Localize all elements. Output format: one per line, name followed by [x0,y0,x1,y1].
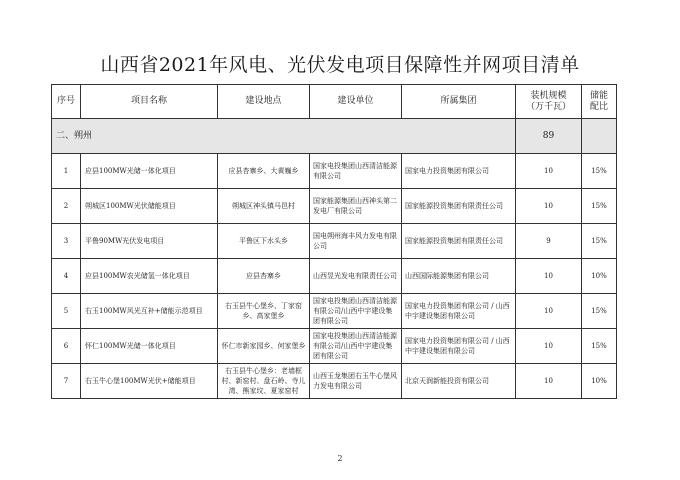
table-row [52,154,617,189]
cell-location: 应县杏寨乡 [218,259,310,294]
cell-unit: 山西昱光发电有限责任公司 [310,259,402,294]
cell-location: 右玉县牛心堡乡：老墙框村、新窑村、盘石岭、寺儿湾、熊家坟、夏家窑村 [218,364,310,399]
cell-unit: 国电朔州海丰风力发电有限公司 [310,224,402,259]
cell-location: 应县杏寨乡、大黄巍乡 [218,154,310,189]
group-storage [582,119,617,154]
cell-group: 山西国际能源集团有限公司 [402,259,516,294]
table-row [52,364,617,399]
col-header-group: 所属集团 [402,85,516,119]
cell-project-name: 怀仁100MW光储一体化项目 [81,329,218,364]
cell-no: 4 [52,259,81,294]
cell-group: 国家电力投资集团有限公司 / 山西中宇建设集团有限公司 [402,294,516,329]
cell-project-name: 朔城区100MW光伏储能项目 [81,189,218,224]
cell-project-name: 右玉牛心堡100MW光伏+储能项目 [81,364,218,399]
page-number: 2 [337,454,343,463]
cell-storage: 15% [582,294,617,329]
cell-location: 右玉县牛心堡乡、丁家窑乡、高家堡乡 [218,294,310,329]
cell-location: 朔城区神头镇马邑村 [218,189,310,224]
cell-capacity: 10 [516,329,582,364]
document-title: 山西省2021年风电、光伏发电项目保障性并网项目清单 [100,54,580,76]
cell-storage: 15% [582,329,617,364]
group-capacity: 89 [516,119,582,154]
cell-unit: 国家能源集团山西神头第二发电厂有限公司 [310,189,402,224]
table-row [52,294,617,329]
cell-storage: 10% [582,259,617,294]
cell-group: 国家电力投资集团有限公司 / 山西中宇建设集团有限公司 [402,329,516,364]
col-header-no: 序号 [52,85,81,119]
cell-unit: 山西玉龙集团右玉牛心堡风力发电有限公司 [310,364,402,399]
cell-capacity: 9 [516,224,582,259]
cell-project-name: 应县100MW光储一体化项目 [81,154,218,189]
cell-no: 3 [52,224,81,259]
cell-group: 北京天润新能投资有限公司 [402,364,516,399]
group-label: 二、朔州 [52,119,516,154]
group-row [52,119,617,154]
col-header-location: 建设地点 [218,85,310,119]
cell-capacity: 10 [516,259,582,294]
cell-no: 1 [52,154,81,189]
cell-unit: 国家电投集团山西清洁能源有限公司 [310,154,402,189]
cell-unit: 国家电投集团山西清洁能源有限公司/山西中宇建设集团有限公司 [310,329,402,364]
cell-capacity: 10 [516,154,582,189]
cell-unit: 国家电投集团山西清洁能源有限公司/山西中宇建设集团有限公司 [310,294,402,329]
cell-project-name: 右玉100MW风光互补+储能示范项目 [81,294,218,329]
cell-project-name: 应县100MW农光储氢一体化项目 [81,259,218,294]
cell-capacity: 10 [516,294,582,329]
cell-project-name: 平鲁90MW光伏发电项目 [81,224,218,259]
cell-no: 2 [52,189,81,224]
table-header-row [52,85,617,119]
cell-storage: 15% [582,224,617,259]
cell-location: 怀仁市新家园乡、何家堡乡 [218,329,310,364]
table-row [52,329,617,364]
project-table [51,84,617,399]
cell-no: 7 [52,364,81,399]
cell-no: 6 [52,329,81,364]
table-row [52,224,617,259]
cell-storage: 10% [582,364,617,399]
cell-location: 平鲁区下水头乡 [218,224,310,259]
cell-no: 5 [52,294,81,329]
col-header-capacity: 装机规模 （万千瓦） [516,85,582,119]
col-header-storage: 储能 配比 [582,85,617,119]
table-row [52,259,617,294]
col-header-unit: 建设单位 [310,85,402,119]
cell-group: 国家能源投资集团有限责任公司 [402,224,516,259]
cell-capacity: 10 [516,189,582,224]
table-row [52,189,617,224]
cell-group: 国家电力投资集团有限公司 [402,154,516,189]
cell-storage: 15% [582,154,617,189]
cell-group: 国家能源投资集团有限责任公司 [402,189,516,224]
cell-capacity: 10 [516,364,582,399]
col-header-name: 项目名称 [81,85,218,119]
cell-storage: 15% [582,189,617,224]
